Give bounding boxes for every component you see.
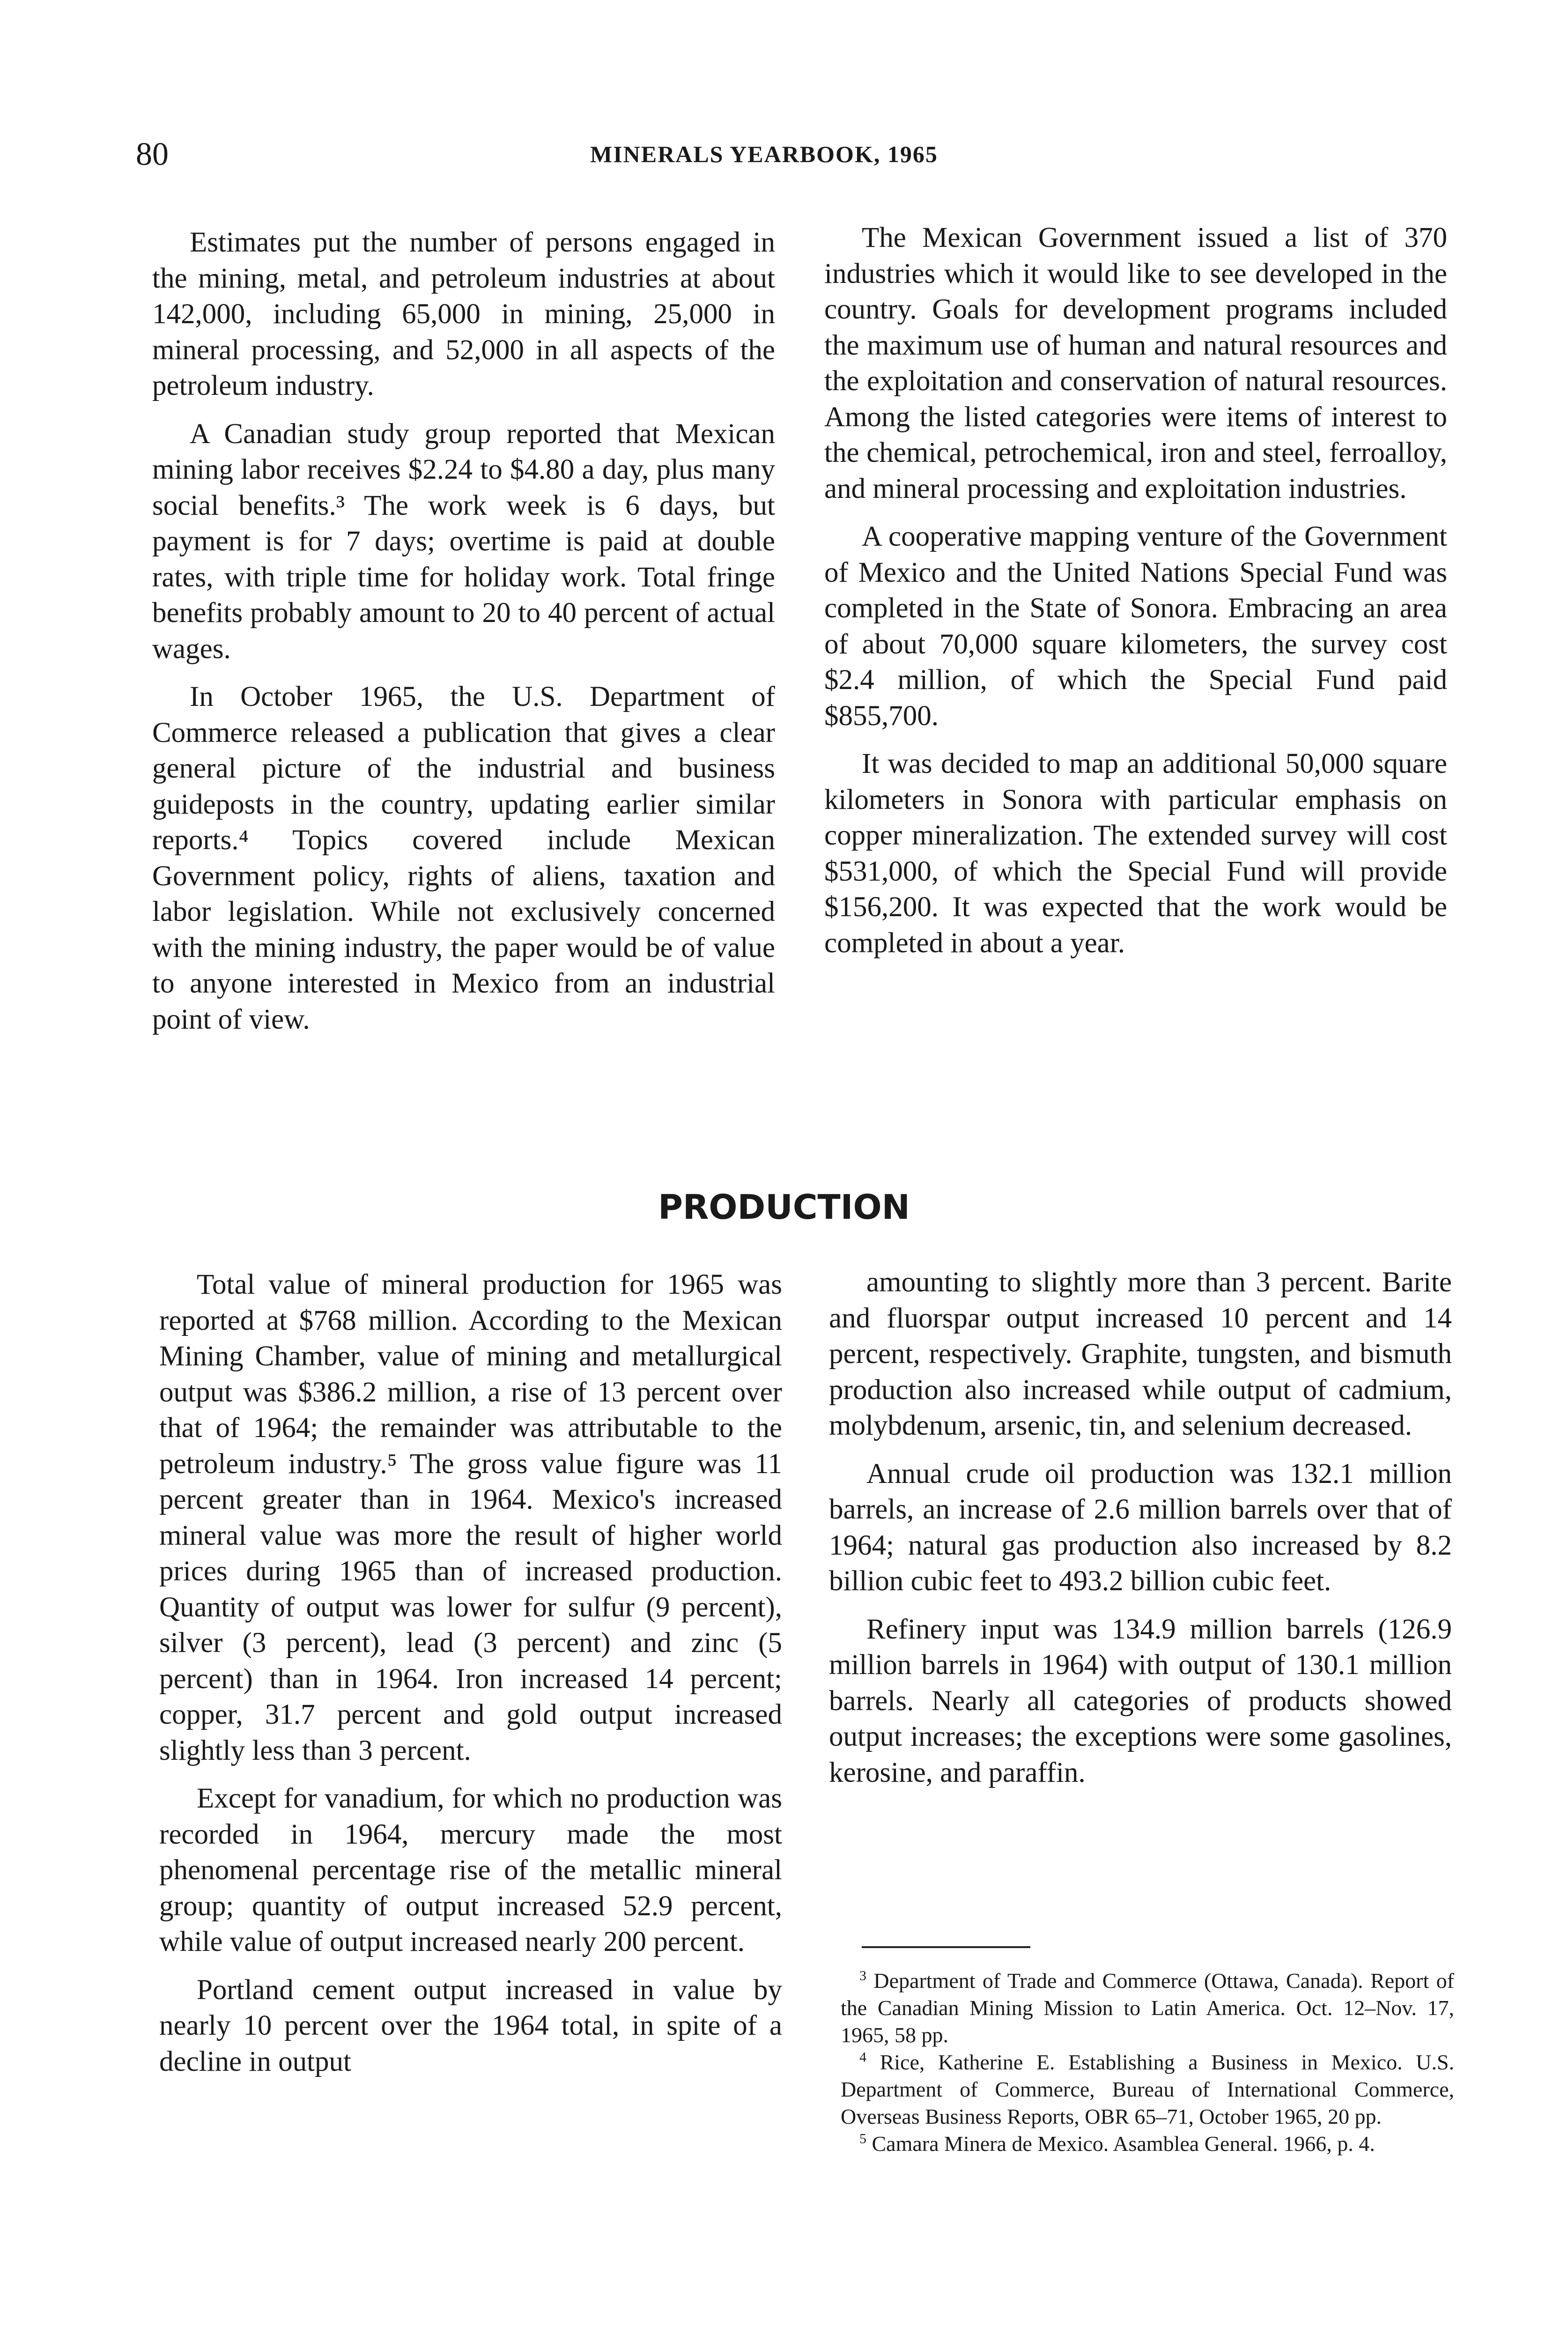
paragraph: Refinery input was 134.9 million barrels (126.9 million barrels in 1964) with output of 130.1 million barrels. Nearly all categories of products showed output increases; the exceptions were some gasolines, kerosine, and paraffin. [829, 1613, 1452, 1788]
paragraph: It was decided to map an additional 50,000 square kilometers in Sonora with particular emphasis on copper mineralization. The extended survey will cost $531,000, of which the Special Fund will provide $156,200. It was expected that the work would be completed in about a year. [824, 748, 1447, 959]
page-header [0, 136, 1568, 178]
footnote-mark: 4 [859, 2049, 866, 2065]
footnote-text: Department of Trade and Commerce (Ottawa, Canada). Report of the Canadian Mining Mission to Latin America. Oct. 12–Nov. 17, 1965, 58 pp. [841, 1969, 1454, 2047]
paragraph: A Canadian study group reported that Mexican mining labor receives $2.24 to $4.80 a day, plus many social benefits.³ The work week is 6 days, but payment is for 7 days; overtime is paid at double rates, with triple time for holiday work. Total fringe benefits probably amount to 20 to 40 percent of actual wages. [152, 418, 775, 665]
paragraph: Total value of mineral production for 1965 was reported at $768 million. According to the Mexican Mining Chamber, value of mining and metallurgical output was $386.2 million, a rise of 13 percent over that of 1964; the remainder was attributable to the petroleum industry.⁵ The gross value figure was 11 percent greater than in 1964. Mexico's increased mineral value was more the result of higher world prices during 1965 than of increased production. Quantity of output was lower for sulfur (9 percent), silver (3 percent), lead (3 percent) and zinc (5 percent) than in 1964. Iron increased 14 percent; copper, 31.7 percent and gold output increased slightly less than 3 percent. [159, 1269, 782, 1766]
footnote-divider [862, 1946, 1030, 1948]
paragraph: A cooperative mapping venture of the Government of Mexico and the United Nations Special Fund was completed in the State of Sonora. Embracing an area of about 70,000 square kilometers, the survey cost $2.4 million, of which the Special Fund paid $855,700. [824, 521, 1447, 732]
top-right-column [824, 220, 1447, 973]
footnote-text: Camara Minera de Mexico. Asamblea General. 1966, p. 4. [872, 2132, 1375, 2156]
footnote [841, 2130, 1454, 2157]
paragraph: Portland cement output increased in value by nearly 10 percent over the 1964 total, in spite of a decline in output [159, 1974, 782, 2077]
paragraph: Estimates put the number of persons engaged in the mining, metal, and petroleum industries at about 142,000, including 65,000 in mining, 25,000 in mineral processing, and 52,000 in all aspects of the petroleum industry. [152, 227, 775, 401]
footnote-mark: 5 [859, 2131, 866, 2147]
running-title: MINERALS YEARBOOK, 1965 [590, 141, 938, 167]
footnote-text: Rice, Katherine E. Establishing a Business in Mexico. U.S. Department of Commerce, Bureau of International Commerce, Overseas Business Reports, OBR 65–71, October 1965, 20 pp. [841, 2050, 1454, 2128]
footnote-mark: 3 [859, 1968, 866, 1984]
bottom-left-column [159, 1267, 782, 2092]
section-heading: PRODUCTION [658, 1187, 910, 1227]
page-number: 80 [136, 136, 169, 172]
footnotes [841, 1967, 1454, 2157]
paragraph: Annual crude oil production was 132.1 million barrels, an increase of 2.6 million barrels over that of 1964; natural gas production also increased by 8.2 billion cubic feet to 493.2 billion cubic feet. [829, 1458, 1452, 1597]
top-left-column [152, 225, 775, 1050]
paragraph: The Mexican Government issued a list of 370 industries which it would like to see developed in the country. Goals for development programs included the maximum use of human and natural resources and the exploitation and conservation of natural resources. Among the listed categories were items of interest to the chemical, petrochemical, iron and steel, ferroalloy, and mineral processing and exploitation industries. [824, 222, 1447, 504]
bottom-right-column [829, 1265, 1452, 1803]
paragraph: amounting to slightly more than 3 percent. Barite and fluorspar output increased 10 percent and 14 percent, respectively. Graphite, tungsten, and bismuth production also increased while output of cadmium, molybdenum, arsenic, tin, and selenium decreased. [829, 1267, 1452, 1441]
footnote [841, 2049, 1454, 2130]
paragraph: In October 1965, the U.S. Department of Commerce released a publication that gives a clear general picture of the industrial and business guideposts in the country, updating earlier similar reports.⁴ Topics covered include Mexican Government policy, rights of aliens, taxation and labor legislation. While not exclusively concerned with the mining industry, the paper would be of value to anyone interested in Mexico from an industrial point of view. [152, 681, 775, 1035]
paragraph: Except for vanadium, for which no production was recorded in 1964, mercury made the most phenomenal percentage rise of the metallic mineral group; quantity of output increased 52.9 percent, while value of output increased nearly 200 percent. [159, 1783, 782, 1957]
footnote [841, 1967, 1454, 2049]
